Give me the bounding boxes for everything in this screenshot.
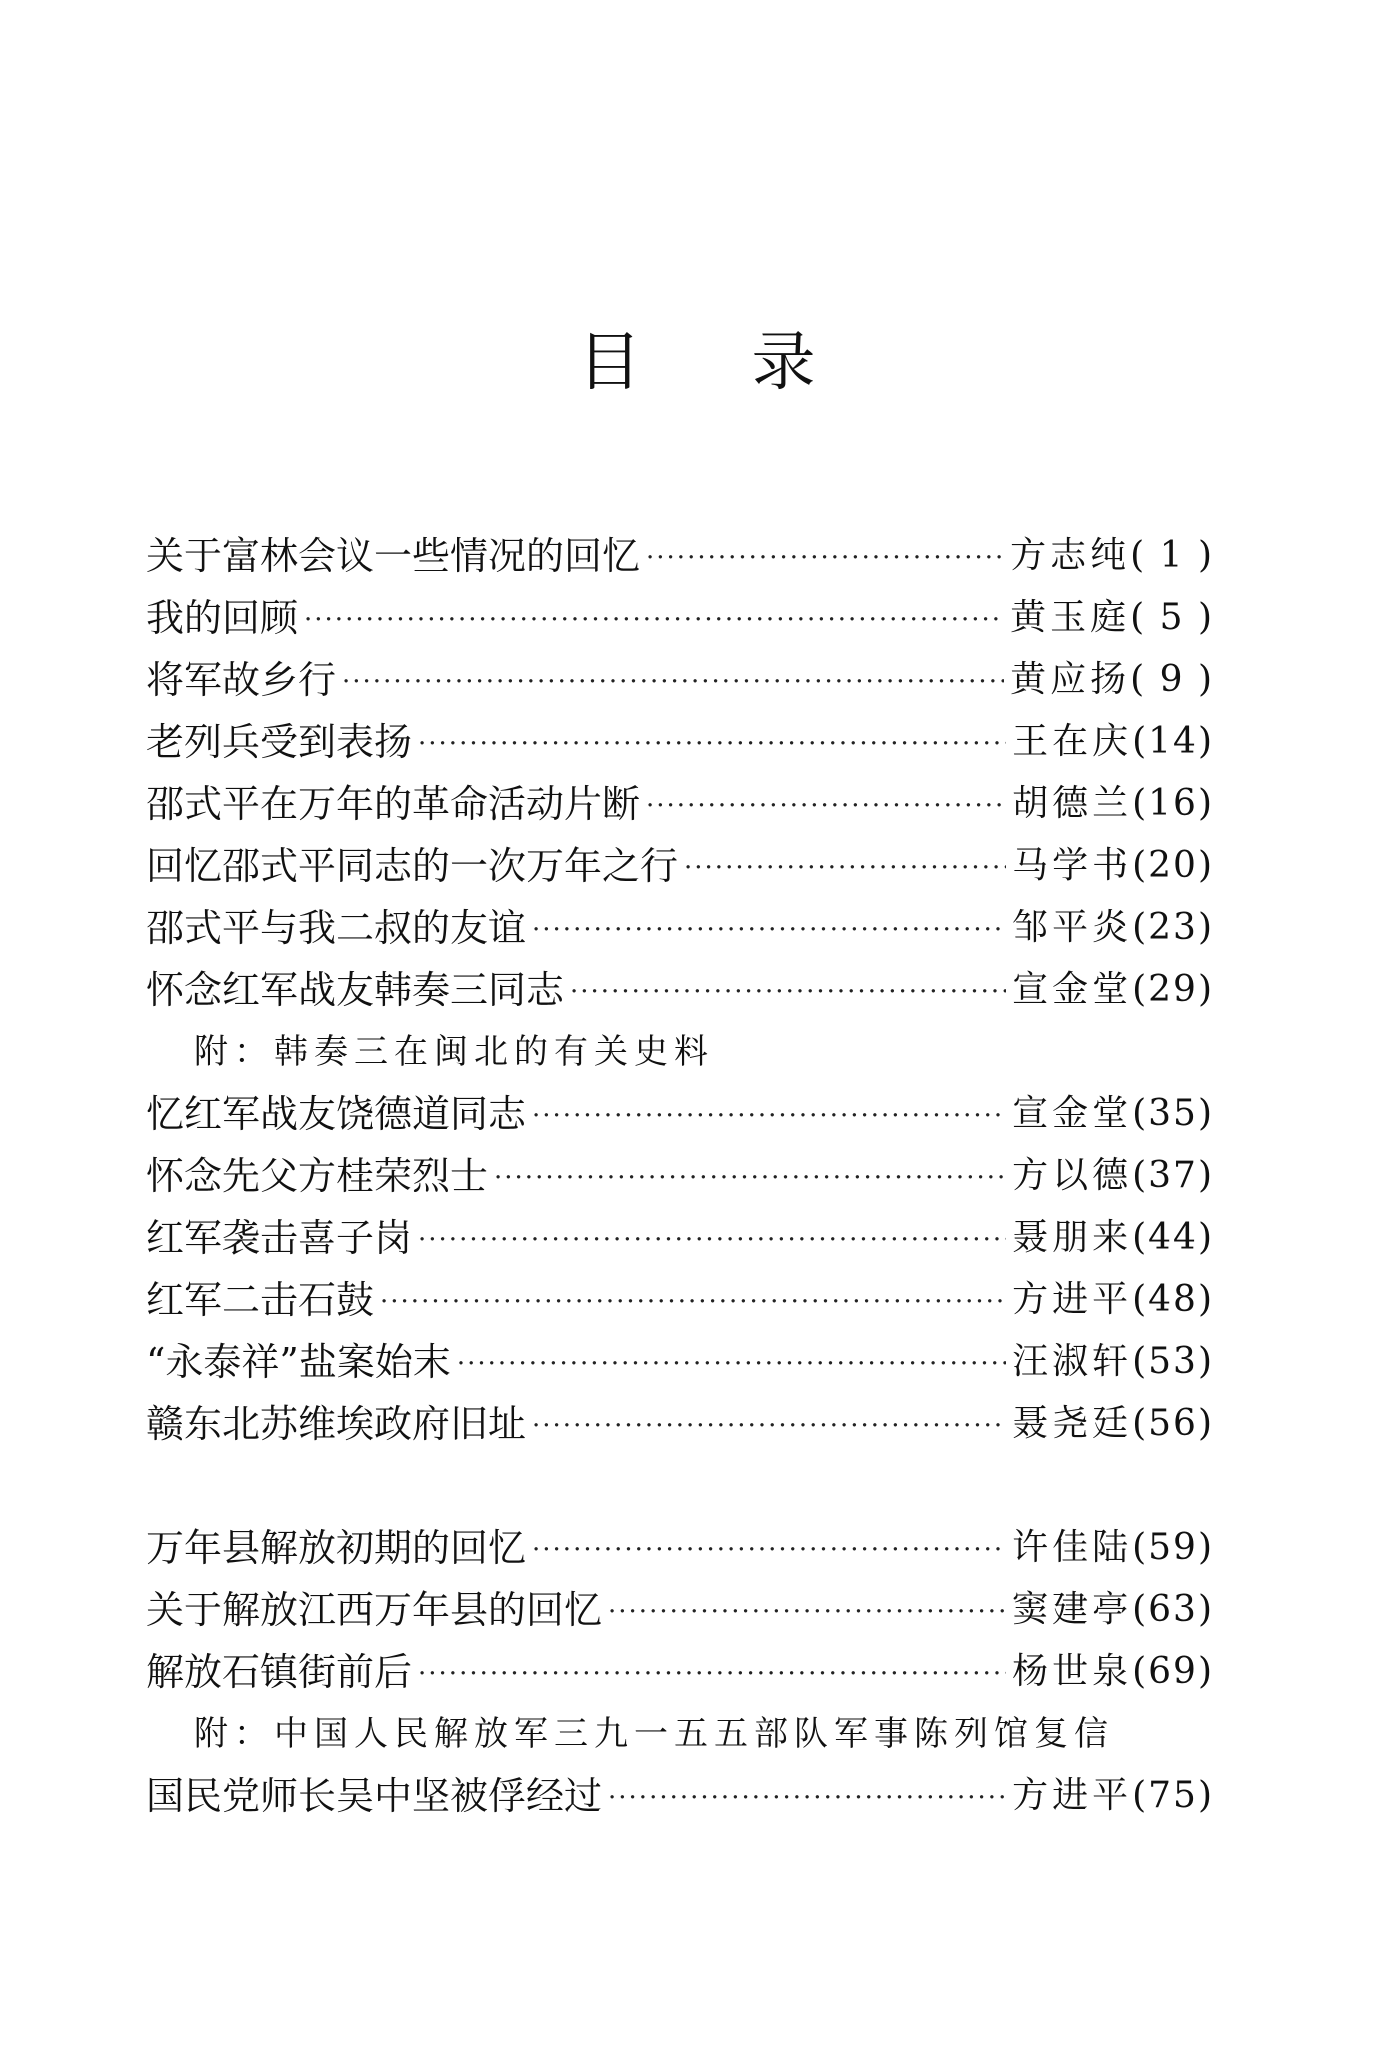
entry-title: 国民党师长吴中坚被俘经过 (146, 1774, 603, 1818)
toc-entry[interactable] (146, 959, 1214, 1021)
entry-page: (75) (1132, 1775, 1214, 1816)
entry-title: 忆红军战友饶德道同志 (146, 1092, 527, 1136)
toc-entry[interactable] (146, 1765, 1214, 1827)
toc-entry[interactable] (146, 587, 1214, 649)
dot-leader (418, 1641, 1006, 1703)
entry-author: 方进平 (1012, 1775, 1133, 1816)
entry-page: (29) (1132, 969, 1214, 1010)
toc-entry[interactable] (146, 897, 1214, 959)
entry-author: 邹平炎 (1012, 907, 1133, 948)
entry-author: 许佳陆 (1012, 1527, 1133, 1568)
appendix-note: 附：中国人民解放军三九一五五部队军事陈列馆复信 (194, 1714, 1114, 1754)
title-char-2: 录 (751, 326, 816, 400)
entry-title: 我的回顾 (146, 596, 299, 640)
dot-leader (684, 835, 1006, 897)
entry-page: (48) (1132, 1279, 1214, 1320)
dot-leader (532, 897, 1006, 959)
appendix-note: 附：韩奏三在闽北的有关史料 (194, 1032, 714, 1072)
entry-title: “永泰祥”盐案始末 (146, 1340, 451, 1384)
entry-title: 邵式平在万年的革命活动片断 (146, 782, 641, 826)
toc-entry[interactable] (146, 1579, 1214, 1641)
entry-page: ( 9 ) (1130, 659, 1214, 700)
page-title (0, 318, 1393, 408)
toc-entry[interactable] (146, 1517, 1214, 1579)
dot-leader (532, 1393, 1006, 1455)
table-of-contents (146, 525, 1214, 1827)
entry-author: 胡德兰 (1012, 783, 1133, 824)
dot-leader (380, 1269, 1006, 1331)
entry-author: 聂朋来 (1012, 1217, 1133, 1258)
entry-title: 关于富林会议一些情况的回忆 (146, 534, 641, 578)
entry-page: (53) (1132, 1341, 1214, 1382)
toc-entry[interactable] (146, 525, 1214, 587)
dot-leader (304, 587, 1004, 649)
toc-entry[interactable] (146, 773, 1214, 835)
dot-leader (418, 1207, 1006, 1269)
entry-author: 宣金堂 (1012, 969, 1133, 1010)
entry-page: (16) (1132, 783, 1214, 824)
toc-entry[interactable] (146, 1207, 1214, 1269)
entry-author: 黄玉庭 (1010, 597, 1131, 638)
dot-leader (646, 525, 1004, 587)
entry-title: 将军故乡行 (146, 658, 337, 702)
entry-page: (56) (1132, 1403, 1214, 1444)
dot-leader (418, 711, 1006, 773)
title-char-1: 目 (577, 326, 642, 400)
entry-author: 王在庆 (1012, 721, 1133, 762)
entry-title: 怀念先父方桂荣烈士 (146, 1154, 489, 1198)
dot-leader (608, 1579, 1006, 1641)
toc-entry[interactable] (146, 649, 1214, 711)
entry-author: 宣金堂 (1012, 1093, 1133, 1134)
entry-author: 方志纯 (1010, 535, 1131, 576)
entry-title: 解放石镇街前后 (146, 1650, 413, 1694)
section-gap (146, 1455, 1214, 1517)
toc-entry[interactable] (146, 1393, 1214, 1455)
entry-page: (63) (1132, 1589, 1214, 1630)
entry-author: 马学书 (1012, 845, 1133, 886)
entry-page: (14) (1132, 721, 1214, 762)
entry-title: 回忆邵式平同志的一次万年之行 (146, 844, 679, 888)
entry-author: 黄应扬 (1010, 659, 1131, 700)
dot-leader (608, 1765, 1006, 1827)
entry-page: (23) (1132, 907, 1214, 948)
entry-page: ( 1 ) (1130, 535, 1214, 576)
entry-title: 邵式平与我二叔的友谊 (146, 906, 527, 950)
entry-author: 聂尧廷 (1012, 1403, 1133, 1444)
dot-leader (570, 959, 1006, 1021)
entry-title: 老列兵受到表扬 (146, 720, 413, 764)
toc-entry[interactable] (146, 1331, 1214, 1393)
entry-title: 红军袭击喜子岗 (146, 1216, 413, 1260)
entry-title: 红军二击石鼓 (146, 1278, 375, 1322)
toc-entry[interactable] (146, 1641, 1214, 1703)
entry-author: 杨世泉 (1012, 1651, 1133, 1692)
entry-page: (20) (1132, 845, 1214, 886)
entry-page: (37) (1132, 1155, 1214, 1196)
entry-page: (44) (1132, 1217, 1214, 1258)
dot-leader (457, 1331, 1006, 1393)
dot-leader (342, 649, 1004, 711)
entry-page: (69) (1132, 1651, 1214, 1692)
entry-page: ( 5 ) (1130, 597, 1214, 638)
toc-entry[interactable] (146, 1083, 1214, 1145)
dot-leader (532, 1083, 1006, 1145)
dot-leader (494, 1145, 1006, 1207)
toc-entry[interactable] (146, 835, 1214, 897)
entry-author: 方以德 (1012, 1155, 1133, 1196)
entry-title: 怀念红军战友韩奏三同志 (146, 968, 565, 1012)
toc-entry[interactable] (146, 1145, 1214, 1207)
entry-page: (59) (1132, 1527, 1214, 1568)
entry-page: (35) (1132, 1093, 1214, 1134)
entry-title: 赣东北苏维埃政府旧址 (146, 1402, 527, 1446)
entry-title: 万年县解放初期的回忆 (146, 1526, 527, 1570)
entry-author: 窦建亭 (1012, 1589, 1133, 1630)
toc-entry[interactable] (146, 1269, 1214, 1331)
dot-leader (646, 773, 1006, 835)
entry-title: 关于解放江西万年县的回忆 (146, 1588, 603, 1632)
toc-entry[interactable] (146, 711, 1214, 773)
dot-leader (532, 1517, 1006, 1579)
entry-author: 方进平 (1012, 1279, 1133, 1320)
entry-author: 汪淑轩 (1012, 1341, 1133, 1382)
